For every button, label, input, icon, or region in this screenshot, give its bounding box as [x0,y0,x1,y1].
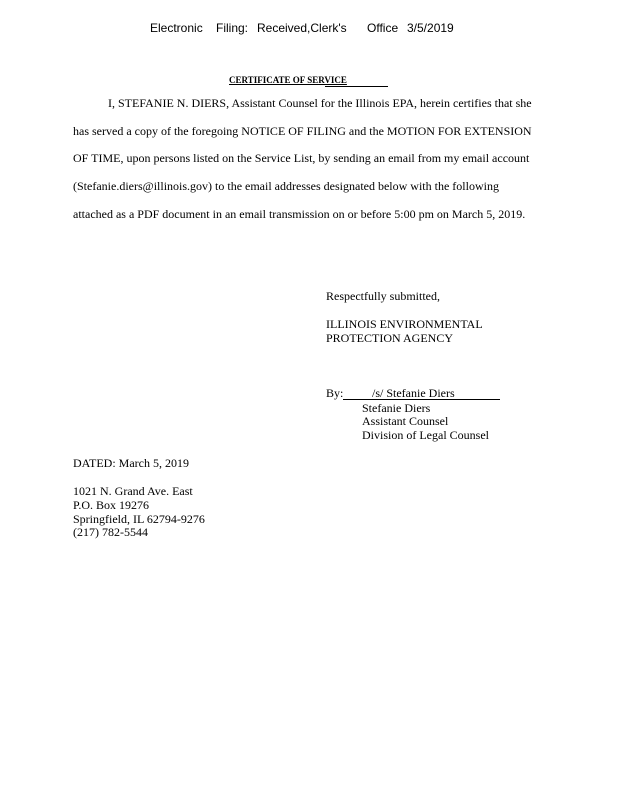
agency-line-2: PROTECTION AGENCY [326,331,454,345]
paragraph-line-1: I, STEFANIE N. DIERS, Assistant Counsel for the Illinois EPA, herein certifies that she [108,96,532,110]
header-office: Office [367,21,399,35]
agency-line-1: ILLINOIS ENVIRONMENTAL [326,317,483,331]
paragraph-line-2: has served a copy of the foregoing NOTICE OF FILING and the MOTION FOR EXTENSION [73,124,532,138]
title-underline-extension [325,86,388,87]
address-line-3: Springfield, IL 62794-9276 [73,512,205,526]
electronic-signature: /s/ Stefanie Diers [372,386,455,400]
header-electronic: Electronic [150,21,203,35]
signer-division: Division of Legal Counsel [362,428,489,442]
signer-name: Stefanie Diers [362,401,431,415]
header-received: Received,Clerk's [257,21,347,35]
header-date: 3/5/2019 [407,21,454,35]
signer-position: Assistant Counsel [362,414,449,428]
address-line-2: P.O. Box 19276 [73,498,150,512]
header-filing: Filing: [216,21,249,35]
paragraph-line-4: (Stefanie.diers@illinois.gov) to the email addresses designated below with the following [73,179,499,193]
address-line-4: (217) 782-5544 [73,525,148,539]
closing: Respectfully submitted, [326,289,440,303]
paragraph-line-3: OF TIME, upon persons listed on the Service List, by sending an email from my email account [73,151,530,165]
certificate-title: CERTIFICATE OF SERVICE [229,75,347,85]
paragraph-line-5: attached as a PDF document in an email transmission on or before 5:00 pm on March 5, 2019. [73,207,526,221]
address-line-1: 1021 N. Grand Ave. East [73,484,193,498]
by-label: By: [326,386,344,400]
dated: DATED: March 5, 2019 [73,456,189,470]
